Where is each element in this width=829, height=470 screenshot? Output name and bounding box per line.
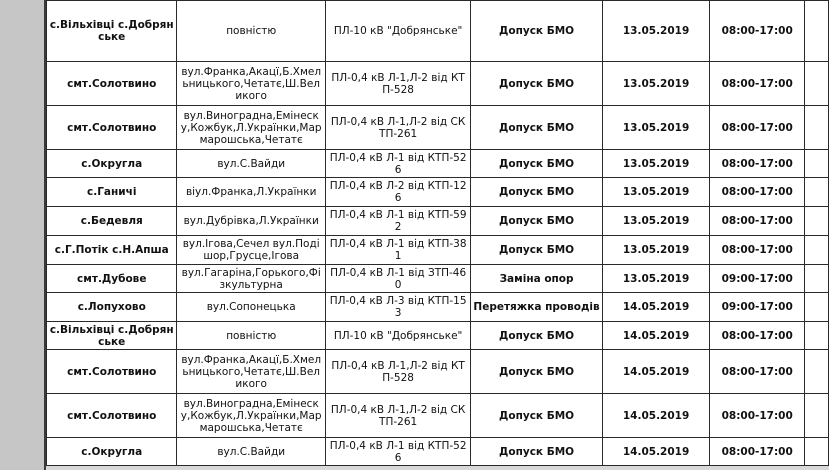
empty-cell: [805, 438, 829, 466]
table-row: [47, 438, 829, 466]
power-line-cell: ПЛ-0,4 кВ Л-1,Л-2 від СКТП-261: [325, 106, 470, 150]
streets-cell: повністю: [177, 322, 325, 350]
streets-cell: вул.Франка,Акацї,Б.Хмельницького,Четатє,Ш.Великого: [177, 350, 325, 394]
bottom-margin: [46, 466, 829, 470]
settlement-cell: с.Ганичі: [47, 178, 177, 207]
settlement-cell: смт.Солотвино: [47, 106, 177, 150]
streets-cell: вул.Виноградна,Емінеску,Кожбук,Л.Українки,Мармарошська,Четатє: [177, 106, 325, 150]
date-cell: 14.05.2019: [602, 350, 710, 394]
streets-cell: вул.С.Вайди: [177, 438, 325, 466]
work-type-cell: Допуск БМО: [471, 394, 602, 438]
table-row: [47, 150, 829, 178]
work-type-cell: Допуск БМО: [471, 236, 602, 265]
settlement-cell: смт.Солотвино: [47, 62, 177, 106]
empty-cell: [805, 1, 829, 62]
power-line-cell: ПЛ-0,4 кВ Л-1 від КТП-526: [325, 438, 470, 466]
power-line-cell: ПЛ-0,4 кВ Л-2 від КТП-126: [325, 178, 470, 207]
date-cell: 13.05.2019: [602, 1, 710, 62]
settlement-cell: смт.Дубове: [47, 265, 177, 293]
table-row: [47, 350, 829, 394]
time-cell: 08:00-17:00: [710, 236, 805, 265]
outage-schedule-table: [46, 0, 829, 466]
settlement-cell: смт.Солотвино: [47, 394, 177, 438]
time-cell: 08:00-17:00: [710, 62, 805, 106]
time-cell: 08:00-17:00: [710, 150, 805, 178]
table-row: [47, 265, 829, 293]
table-row: [47, 178, 829, 207]
time-cell: 08:00-17:00: [710, 394, 805, 438]
date-cell: 13.05.2019: [602, 207, 710, 236]
time-cell: 08:00-17:00: [710, 350, 805, 394]
work-type-cell: Допуск БМО: [471, 350, 602, 394]
time-cell: 08:00-17:00: [710, 438, 805, 466]
empty-cell: [805, 293, 829, 322]
streets-cell: вул.Гагаріна,Горького,Фізкультурна: [177, 265, 325, 293]
streets-cell: вул.Сопонецька: [177, 293, 325, 322]
streets-cell: вул.Франка,Акацї,Б.Хмельницького,Четатє,Ш.Великого: [177, 62, 325, 106]
settlement-cell: с.Вільхівці с.Добрянське: [47, 1, 177, 62]
empty-cell: [805, 322, 829, 350]
streets-cell: вул.Ігова,Сечел вул.Подішор,Грусце,Ігова: [177, 236, 325, 265]
streets-cell: вул.Дубрівка,Л.Українки: [177, 207, 325, 236]
power-line-cell: ПЛ-0,4 кВ Л-3 від КТП-153: [325, 293, 470, 322]
date-cell: 14.05.2019: [602, 394, 710, 438]
date-cell: 13.05.2019: [602, 265, 710, 293]
work-type-cell: Заміна опор: [471, 265, 602, 293]
power-line-cell: ПЛ-0,4 кВ Л-1 від КТП-526: [325, 150, 470, 178]
work-type-cell: Допуск БМО: [471, 1, 602, 62]
empty-cell: [805, 236, 829, 265]
streets-cell: повністю: [177, 1, 325, 62]
work-type-cell: Допуск БМО: [471, 322, 602, 350]
power-line-cell: ПЛ-0,4 кВ Л-1,Л-2 від КТП-528: [325, 350, 470, 394]
work-type-cell: Допуск БМО: [471, 150, 602, 178]
empty-cell: [805, 106, 829, 150]
work-type-cell: Допуск БМО: [471, 62, 602, 106]
table-row: [47, 62, 829, 106]
power-line-cell: ПЛ-0,4 кВ Л-1 від КТП-592: [325, 207, 470, 236]
power-line-cell: ПЛ-0,4 кВ Л-1,Л-2 від КТП-528: [325, 62, 470, 106]
power-line-cell: ПЛ-0,4 кВ Л-1 від КТП-381: [325, 236, 470, 265]
power-line-cell: ПЛ-0,4 кВ Л-1,Л-2 від СКТП-261: [325, 394, 470, 438]
settlement-cell: с.Лопухово: [47, 293, 177, 322]
work-type-cell: Допуск БМО: [471, 106, 602, 150]
empty-cell: [805, 62, 829, 106]
work-type-cell: Перетяжка проводів: [471, 293, 602, 322]
table-row: [47, 1, 829, 62]
settlement-cell: с.Округла: [47, 438, 177, 466]
date-cell: 13.05.2019: [602, 150, 710, 178]
work-type-cell: Допуск БМО: [471, 438, 602, 466]
time-cell: 09:00-17:00: [710, 265, 805, 293]
time-cell: 08:00-17:00: [710, 178, 805, 207]
time-cell: 08:00-17:00: [710, 1, 805, 62]
power-line-cell: ПЛ-10 кВ "Добрянське": [325, 322, 470, 350]
table-row: [47, 293, 829, 322]
table-row: [47, 207, 829, 236]
settlement-cell: с.Вільхівці с.Добрянське: [47, 322, 177, 350]
work-type-cell: Допуск БМО: [471, 207, 602, 236]
work-type-cell: Допуск БМО: [471, 178, 602, 207]
empty-cell: [805, 265, 829, 293]
time-cell: 08:00-17:00: [710, 207, 805, 236]
date-cell: 13.05.2019: [602, 62, 710, 106]
settlement-cell: с.Г.Потік с.Н.Апша: [47, 236, 177, 265]
time-cell: 08:00-17:00: [710, 322, 805, 350]
date-cell: 13.05.2019: [602, 106, 710, 150]
date-cell: 14.05.2019: [602, 322, 710, 350]
empty-cell: [805, 207, 829, 236]
empty-cell: [805, 350, 829, 394]
date-cell: 14.05.2019: [602, 438, 710, 466]
date-cell: 14.05.2019: [602, 293, 710, 322]
empty-cell: [805, 150, 829, 178]
table-row: [47, 106, 829, 150]
power-line-cell: ПЛ-10 кВ "Добрянське": [325, 1, 470, 62]
date-cell: 13.05.2019: [602, 178, 710, 207]
left-margin: [0, 0, 46, 470]
table-row: [47, 236, 829, 265]
settlement-cell: с.Округла: [47, 150, 177, 178]
streets-cell: вул.Виноградна,Емінеску,Кожбук,Л.Українки,Мармарошська,Четатє: [177, 394, 325, 438]
power-line-cell: ПЛ-0,4 кВ Л-1 від ЗТП-460: [325, 265, 470, 293]
settlement-cell: с.Бедевля: [47, 207, 177, 236]
table-body: [47, 1, 829, 466]
streets-cell: віул.Франка,Л.Українки: [177, 178, 325, 207]
time-cell: 09:00-17:00: [710, 293, 805, 322]
table-row: [47, 322, 829, 350]
empty-cell: [805, 178, 829, 207]
time-cell: 08:00-17:00: [710, 106, 805, 150]
empty-cell: [805, 394, 829, 438]
settlement-cell: смт.Солотвино: [47, 350, 177, 394]
table-row: [47, 394, 829, 438]
streets-cell: вул.С.Вайди: [177, 150, 325, 178]
date-cell: 13.05.2019: [602, 236, 710, 265]
